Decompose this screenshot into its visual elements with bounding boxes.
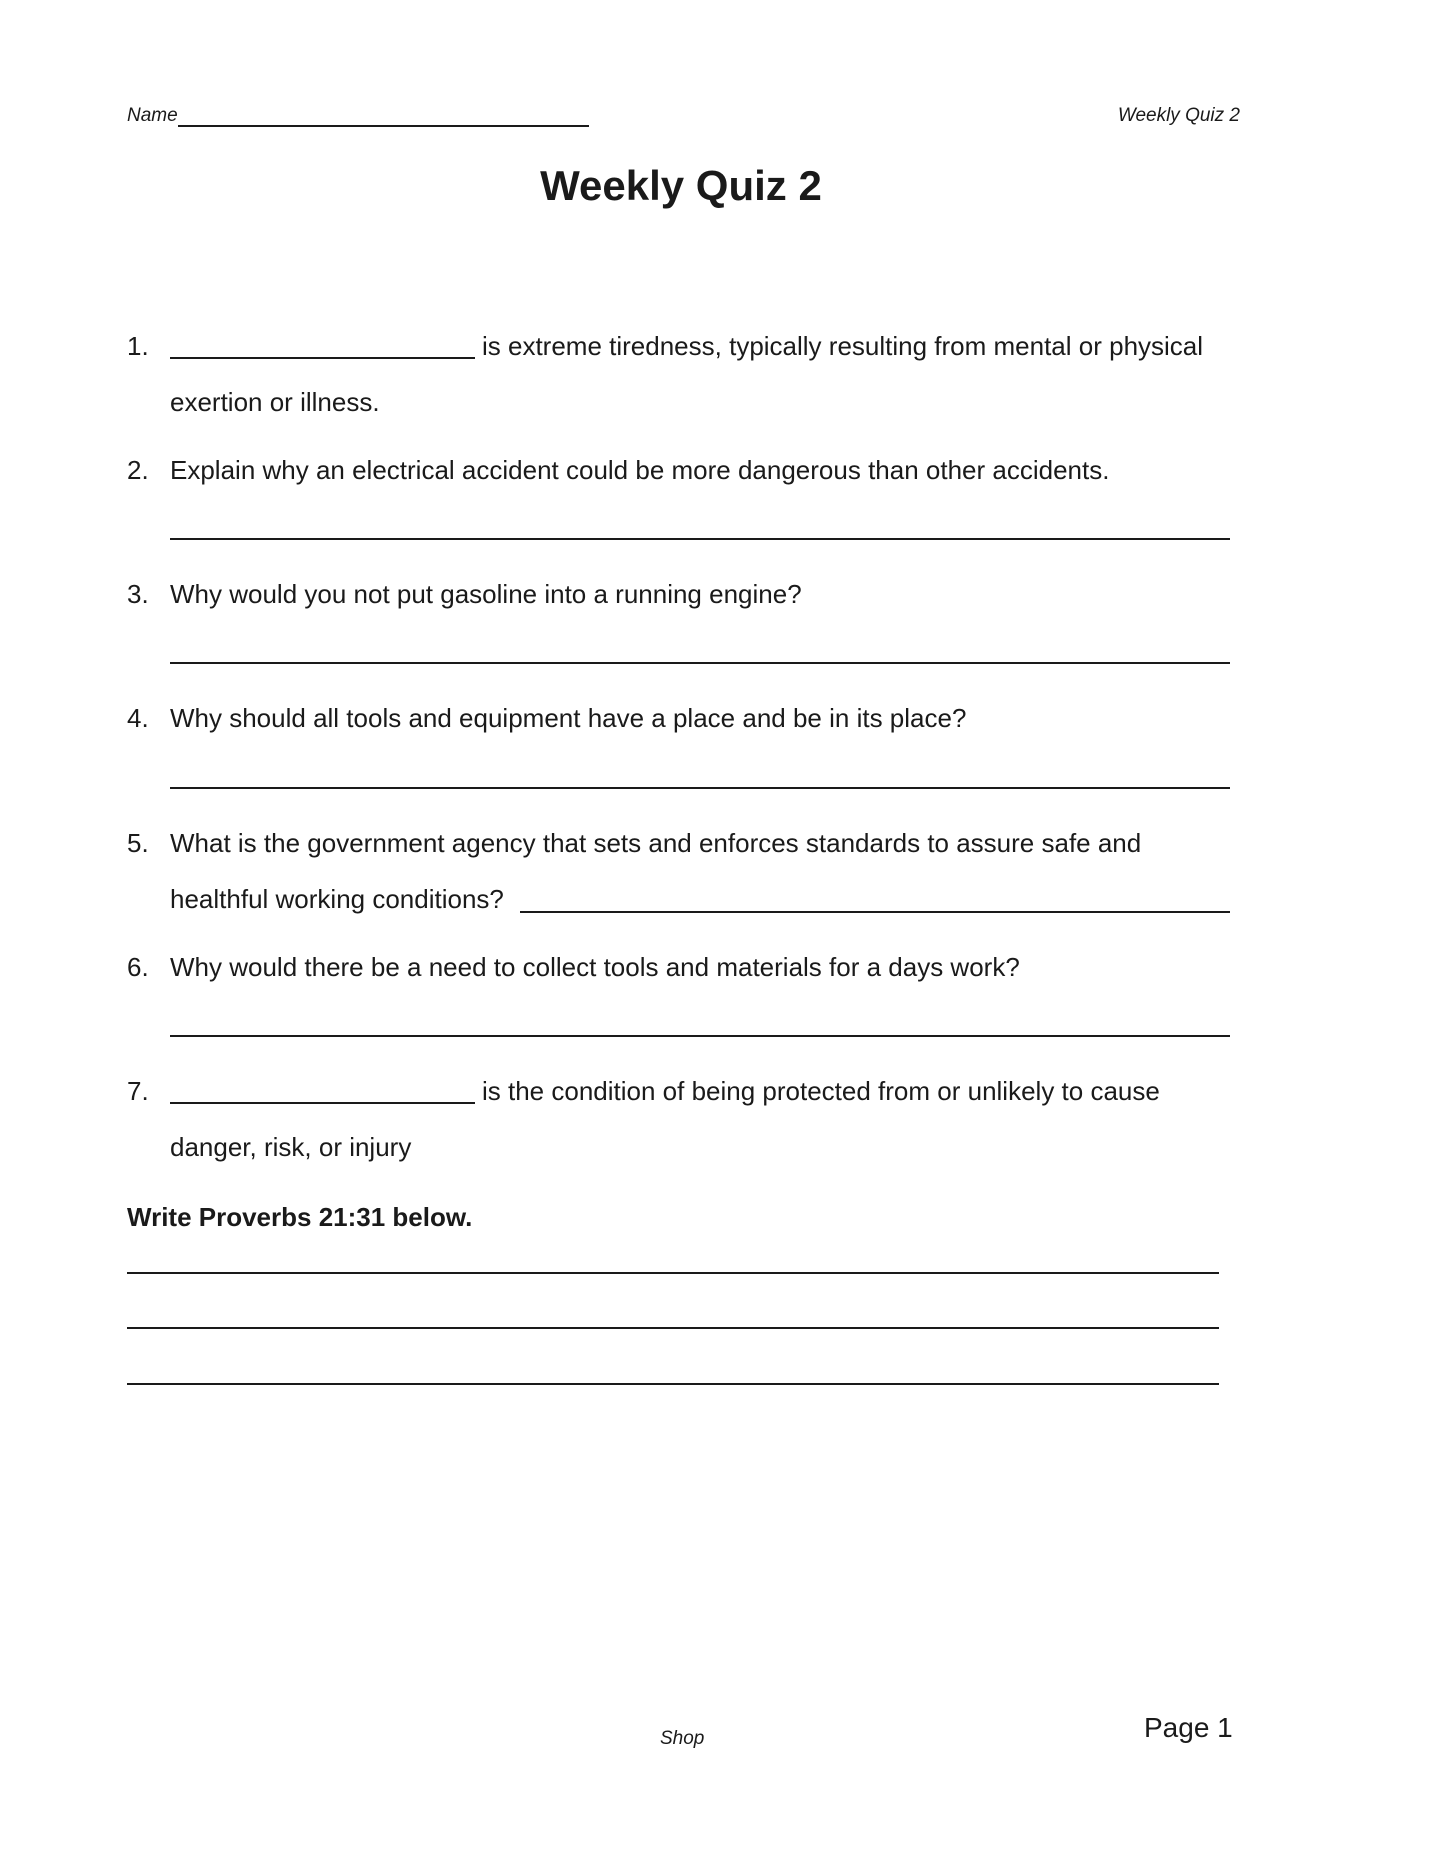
question-5-answer-line[interactable]	[520, 911, 1230, 913]
proverbs-prompt: Write Proverbs 21:31 below.	[127, 1202, 473, 1232]
proverbs-answer-line-3[interactable]	[127, 1383, 1219, 1385]
question-7-text: is the condition of being protected from or unlikely to cause	[482, 1076, 1160, 1106]
question-2-answer-line[interactable]	[170, 538, 1230, 540]
question-3-answer-line[interactable]	[170, 662, 1230, 664]
question-6-number: 6.	[127, 952, 149, 982]
question-1-text: is extreme tiredness, typically resulting from mental or physical	[482, 331, 1204, 361]
question-4-text: Why should all tools and equipment have a place and be in its place?	[170, 703, 967, 733]
question-2-text: Explain why an electrical accident could be more dangerous than other accidents.	[170, 455, 1110, 485]
question-4-answer-line[interactable]	[170, 787, 1230, 789]
question-5-text: What is the government agency that sets and enforces standards to assure safe and	[170, 828, 1142, 858]
page-number: Page 1	[1144, 1712, 1233, 1743]
question-4-number: 4.	[127, 703, 149, 733]
question-6-text: Why would there be a need to collect tools and materials for a days work?	[170, 952, 1020, 982]
name-answer-line[interactable]	[178, 125, 589, 127]
header-quiz-label: Weekly Quiz 2	[1117, 105, 1240, 126]
question-6-answer-line[interactable]	[170, 1035, 1230, 1037]
proverbs-answer-line-1[interactable]	[127, 1272, 1219, 1274]
question-1-continuation: exertion or illness.	[170, 387, 380, 417]
question-3-text: Why would you not put gasoline into a running engine?	[170, 579, 802, 609]
question-7-blank[interactable]	[170, 1102, 475, 1104]
question-3-number: 3.	[127, 579, 149, 609]
name-label: Name	[127, 105, 178, 126]
question-1-number: 1.	[127, 331, 149, 361]
question-5-continuation: healthful working conditions?	[170, 884, 504, 914]
question-2-number: 2.	[127, 455, 149, 485]
proverbs-answer-line-2[interactable]	[127, 1327, 1219, 1329]
question-7-number: 7.	[127, 1076, 149, 1106]
page-title: Weekly Quiz 2	[540, 162, 822, 209]
footer-subject: Shop	[660, 1728, 705, 1749]
question-5-number: 5.	[127, 828, 149, 858]
question-7-continuation: danger, risk, or injury	[170, 1132, 412, 1162]
question-1-blank[interactable]	[170, 357, 475, 359]
